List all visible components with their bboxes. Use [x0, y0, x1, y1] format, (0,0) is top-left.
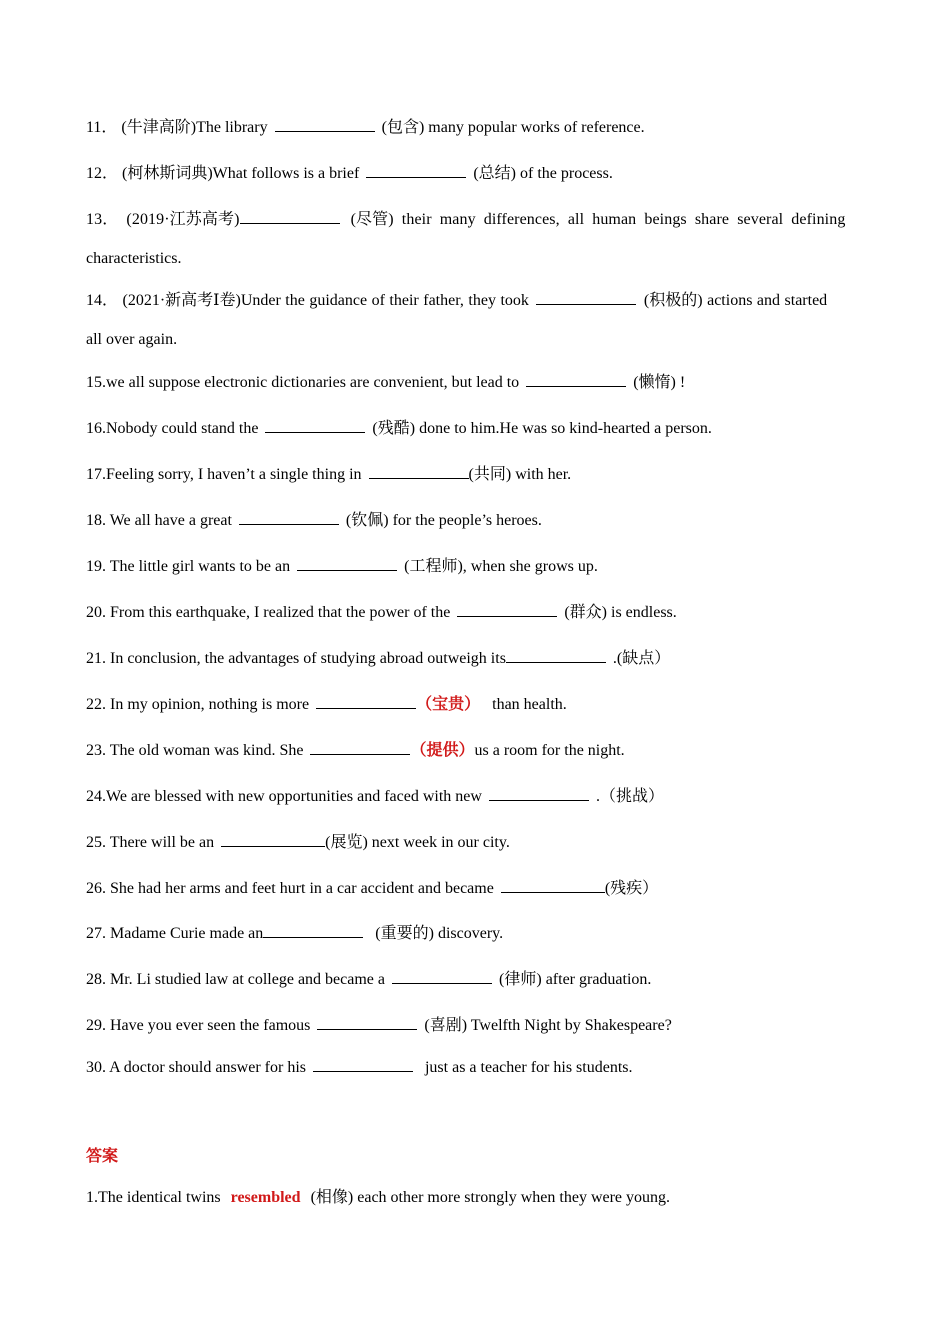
answer-blank[interactable] — [317, 1015, 417, 1030]
question-prompt: (2021·新高考Ⅰ卷)Under the guidance of their father, they took — [122, 292, 529, 309]
question-number: 14． — [86, 292, 119, 309]
question-rest: their many differences, all human beings share several defining — [401, 211, 846, 228]
question-prompt: (柯林斯词典)What follows is a brief — [122, 165, 360, 182]
question-number: 17. — [86, 466, 106, 483]
question-prompt: (牛津高阶)The library — [121, 119, 268, 136]
question-number: 22. — [86, 696, 106, 713]
question-prompt: From this earthquake, I realized that the power of the — [110, 604, 451, 621]
chinese-hint: (残酷) — [372, 420, 416, 437]
question-prompt: In my opinion, nothing is more — [110, 696, 310, 713]
chinese-hint: (钦佩) — [345, 512, 389, 529]
question-rest: ! — [679, 374, 686, 391]
question-rest: Twelfth Night by Shakespeare? — [470, 1017, 672, 1034]
question-rest: next week in our city. — [371, 834, 510, 851]
answer-word: resembled — [230, 1189, 301, 1206]
chinese-hint: (重要的) — [375, 925, 434, 942]
question-number: 29. — [86, 1017, 106, 1034]
chinese-hint: (共同) — [468, 466, 512, 483]
question-number: 20. — [86, 604, 106, 621]
question-number: 16. — [86, 420, 106, 437]
question-number: 25. — [86, 834, 106, 851]
chinese-hint: .(缺点） — [612, 650, 671, 667]
answer-blank[interactable] — [310, 740, 410, 755]
question-rest: for the people’s heroes. — [392, 512, 542, 529]
question-number: 13． — [86, 211, 119, 228]
question-number: 26. — [86, 880, 106, 897]
question-prompt: A doctor should answer for his — [109, 1059, 306, 1076]
question-number: 28. — [86, 971, 106, 988]
question-prompt: The little girl wants to be an — [109, 558, 291, 575]
answer-rest: each other more strongly when they were young. — [357, 1189, 671, 1206]
chinese-hint: (包含) — [381, 119, 425, 136]
chinese-hint: (群众) — [564, 604, 607, 621]
chinese-hint: (尽管) — [350, 211, 394, 228]
question-rest: than health. — [492, 696, 567, 713]
answer-number: 1. — [86, 1189, 98, 1206]
chinese-hint: (懒惰) — [633, 374, 676, 391]
question-prompt: Have you ever seen the famous — [110, 1017, 311, 1034]
question-rest: when she grows up. — [470, 558, 598, 575]
question-number: 23. — [86, 742, 106, 759]
chinese-hint: （提供） — [410, 742, 475, 759]
question-14 — [86, 290, 827, 311]
question-prompt: we all suppose electronic dictionaries are convenient, but lead to — [106, 374, 520, 391]
question-23 — [86, 740, 625, 761]
question-30 — [86, 1057, 632, 1078]
question-number: 27. — [86, 925, 106, 942]
chinese-hint: (喜剧) — [424, 1017, 468, 1034]
answer-blank[interactable] — [239, 510, 339, 525]
question-18 — [86, 510, 542, 531]
question-rest: just as a teacher for his students. — [424, 1059, 633, 1076]
answer-blank[interactable] — [313, 1057, 413, 1072]
question-prompt: We are blessed with new opportunities and faced with new — [106, 788, 482, 805]
chinese-hint: (残疾） — [604, 880, 659, 897]
question-29 — [86, 1015, 672, 1036]
question-rest: with her. — [515, 466, 572, 483]
question-rest: is endless. — [611, 604, 677, 621]
question-rest: of the process. — [519, 165, 613, 182]
chinese-hint: (相像) — [310, 1189, 354, 1206]
chinese-hint: (工程师), — [404, 558, 467, 575]
answer-blank[interactable] — [275, 117, 375, 132]
answer-prompt: The identical twins — [98, 1189, 221, 1206]
question-11 — [86, 117, 645, 138]
question-13-continuation: characteristics. — [86, 250, 182, 267]
question-rest: done to him.He was so kind-hearted a person. — [419, 420, 712, 437]
answers-heading: 答案 — [86, 1148, 119, 1165]
question-rest: after graduation. — [545, 971, 652, 988]
question-12 — [86, 163, 613, 184]
question-number: 19. — [86, 558, 106, 575]
question-16 — [86, 418, 712, 439]
question-rest: many popular works of reference. — [428, 119, 645, 136]
answer-blank[interactable] — [526, 372, 626, 387]
question-26 — [86, 878, 658, 899]
question-21 — [86, 648, 670, 669]
answer-blank[interactable] — [316, 694, 416, 709]
question-rest: actions and started — [707, 292, 828, 309]
question-number: 18. — [86, 512, 106, 529]
question-prompt: Feeling sorry, I haven’t a single thing in — [106, 466, 362, 483]
chinese-hint: (积极的) — [643, 292, 703, 309]
question-number: 30. — [86, 1059, 106, 1076]
question-prompt: In conclusion, the advantages of studying abroad outweigh its — [110, 650, 506, 667]
answer-blank[interactable] — [240, 209, 340, 224]
answer-blank[interactable] — [297, 556, 397, 571]
question-prompt: There will be an — [109, 834, 215, 851]
answer-item-1 — [86, 1188, 670, 1208]
question-25 — [86, 832, 510, 853]
answer-blank[interactable] — [392, 969, 492, 984]
question-24 — [86, 786, 664, 807]
question-prompt: (2019·江苏高考) — [126, 211, 240, 228]
question-27 — [86, 923, 503, 944]
answer-blank[interactable] — [263, 923, 363, 938]
question-number: 21. — [86, 650, 106, 667]
answer-blank[interactable] — [366, 163, 466, 178]
answer-blank[interactable] — [536, 290, 636, 305]
answer-blank[interactable] — [221, 832, 325, 847]
question-number: 24. — [86, 788, 106, 805]
chinese-hint: .（挑战） — [595, 788, 664, 805]
chinese-hint: (总结) — [473, 165, 516, 182]
question-number: 11． — [86, 119, 118, 136]
question-prompt: Nobody could stand the — [106, 420, 259, 437]
answer-blank[interactable] — [369, 464, 469, 479]
question-number: 15. — [86, 374, 106, 391]
question-number: 12． — [86, 165, 119, 182]
question-prompt: We all have a great — [109, 512, 232, 529]
chinese-hint: (展览) — [325, 834, 368, 851]
question-22 — [86, 694, 567, 715]
question-prompt: Madame Curie made an — [110, 925, 264, 942]
chinese-hint: （宝贵） — [416, 696, 481, 713]
answer-blank[interactable] — [265, 418, 365, 433]
question-17 — [86, 464, 571, 485]
answer-blank[interactable] — [489, 786, 589, 801]
answer-blank[interactable] — [506, 648, 606, 663]
question-19 — [86, 556, 598, 577]
question-14-continuation: all over again. — [86, 331, 178, 348]
question-rest: discovery. — [437, 925, 504, 942]
question-20 — [86, 602, 677, 623]
answer-blank[interactable] — [457, 602, 557, 617]
question-rest: us a room for the night. — [474, 742, 625, 759]
question-28 — [86, 969, 651, 990]
question-prompt: Mr. Li studied law at college and became a — [110, 971, 386, 988]
question-prompt: She had her arms and feet hurt in a car accident and became — [110, 880, 494, 897]
question-prompt: The old woman was kind. She — [109, 742, 304, 759]
question-15 — [86, 372, 685, 393]
answer-blank[interactable] — [501, 878, 605, 893]
question-13 — [86, 209, 864, 230]
chinese-hint: (律师) — [499, 971, 542, 988]
